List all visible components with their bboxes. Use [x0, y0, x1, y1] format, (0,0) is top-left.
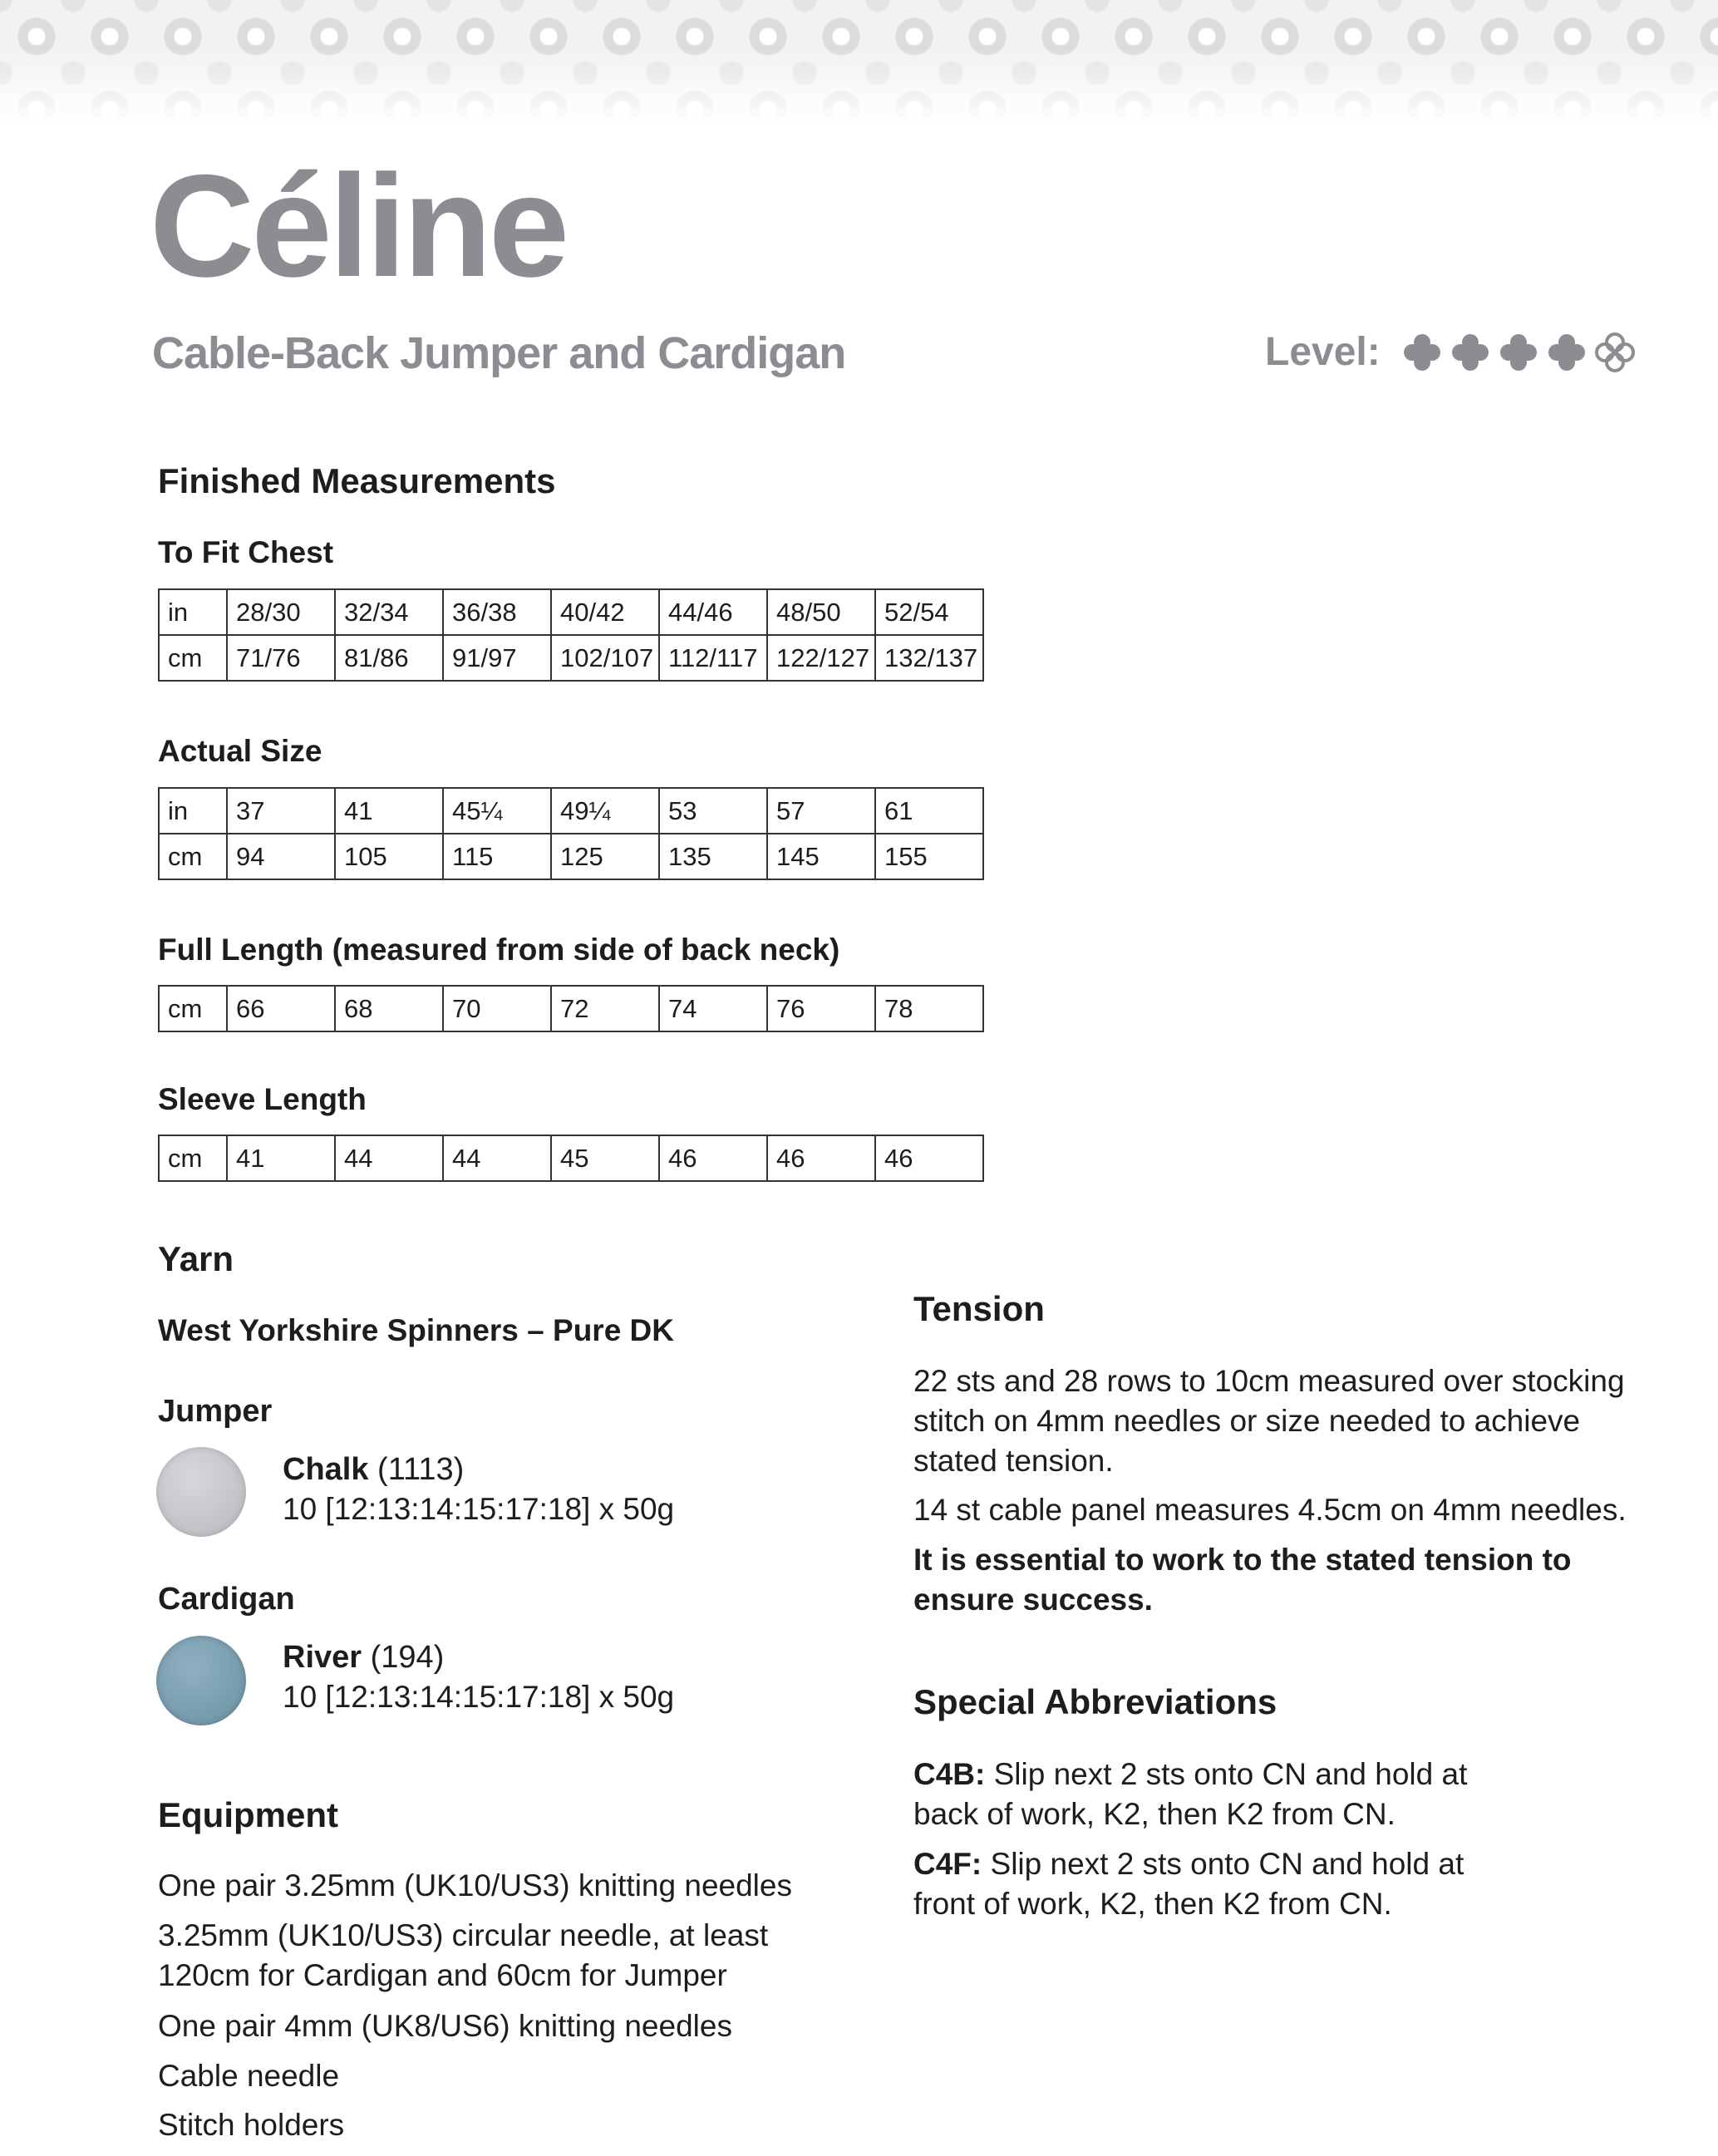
unit-cell: in — [159, 788, 227, 834]
abbreviation-term: C4F: — [913, 1847, 982, 1881]
special-abbreviations-heading: Special Abbreviations — [913, 1682, 1277, 1721]
tension-essential-line: It is essential to work to the stated tension to — [913, 1543, 1572, 1577]
level-filled-icon — [1499, 332, 1538, 372]
abbreviation-term: C4B: — [913, 1757, 986, 1791]
jumper-colour — [283, 1452, 464, 1488]
table-row — [159, 589, 983, 635]
size-cell: 91/97 — [443, 635, 551, 681]
size-cell: 44 — [443, 1135, 551, 1181]
tension-text-line: stated tension. — [913, 1444, 1114, 1478]
page-subtitle: Cable-Back Jumper and Cardigan — [152, 328, 846, 378]
table-row — [159, 788, 983, 834]
size-cell: 36/38 — [443, 589, 551, 635]
size-cell: 32/34 — [335, 589, 443, 635]
tension-essential-line: ensure success. — [913, 1583, 1153, 1617]
size-cell: 94 — [227, 834, 335, 879]
size-cell: 76 — [767, 986, 875, 1031]
size-cell: 49¼ — [551, 788, 659, 834]
level-filled-icon — [1450, 332, 1490, 372]
size-cell: 68 — [335, 986, 443, 1031]
to-fit-chest-heading: To Fit Chest — [158, 535, 334, 569]
size-cell: 135 — [659, 834, 767, 879]
equipment-heading: Equipment — [158, 1795, 338, 1834]
level-rating — [1402, 332, 1635, 372]
size-cell: 40/42 — [551, 589, 659, 635]
size-cell: 81/86 — [335, 635, 443, 681]
finished-measurements-heading: Finished Measurements — [158, 461, 556, 500]
page-title: Céline — [150, 145, 567, 308]
equipment-item: 3.25mm (UK10/US3) circular needle, at least — [158, 1918, 769, 1952]
abbreviation-c4f — [913, 1844, 1464, 1884]
size-cell: 115 — [443, 834, 551, 879]
table-row — [159, 635, 983, 681]
size-cell: 46 — [659, 1135, 767, 1181]
size-cell: 41 — [335, 788, 443, 834]
size-cell: 52/54 — [875, 589, 983, 635]
size-cell: 57 — [767, 788, 875, 834]
size-cell: 45¼ — [443, 788, 551, 834]
cardigan-colour-code: (194) — [370, 1640, 445, 1675]
unit-cell: in — [159, 589, 227, 635]
cardigan-quantity: 10 [12:13:14:15:17:18] x 50g — [283, 1680, 675, 1714]
equipment-item: Stitch holders — [158, 2108, 345, 2142]
size-cell: 122/127 — [767, 635, 875, 681]
tension-text-line: 22 sts and 28 rows to 10cm measured over stocking — [913, 1364, 1625, 1398]
size-cell: 125 — [551, 834, 659, 879]
size-cell: 74 — [659, 986, 767, 1031]
unit-cell: cm — [159, 635, 227, 681]
size-cell: 105 — [335, 834, 443, 879]
size-cell: 48/50 — [767, 589, 875, 635]
cable-panel-note: 14 st cable panel measures 4.5cm on 4mm needles. — [913, 1493, 1627, 1527]
size-cell: 145 — [767, 834, 875, 879]
size-cell: 44 — [335, 1135, 443, 1181]
equipment-item: 120cm for Cardigan and 60cm for Jumper — [158, 1958, 727, 1992]
level-label: Level: — [1265, 330, 1381, 374]
size-cell: 71/76 — [227, 635, 335, 681]
size-cell: 61 — [875, 788, 983, 834]
size-cell: 41 — [227, 1135, 335, 1181]
sleeve-length-heading: Sleeve Length — [158, 1082, 367, 1116]
jumper-colour-name: Chalk — [283, 1452, 369, 1487]
level-empty-icon — [1595, 332, 1635, 372]
yarn-heading: Yarn — [158, 1239, 234, 1278]
level-filled-icon — [1547, 332, 1587, 372]
table-row — [159, 834, 983, 879]
size-cell: 53 — [659, 788, 767, 834]
size-cell: 44/46 — [659, 589, 767, 635]
jumper-label: Jumper — [158, 1394, 273, 1429]
size-cell: 37 — [227, 788, 335, 834]
size-cell: 70 — [443, 986, 551, 1031]
full-length-table — [158, 985, 984, 1032]
difficulty-level — [1265, 329, 1635, 375]
to-fit-chest-table — [158, 588, 984, 682]
size-cell: 46 — [767, 1135, 875, 1181]
size-cell: 28/30 — [227, 589, 335, 635]
size-cell: 46 — [875, 1135, 983, 1181]
equipment-item: Cable needle — [158, 2059, 340, 2093]
sleeve-length-table — [158, 1135, 984, 1182]
abbreviation-definition: Slip next 2 sts onto CN and hold at — [985, 1757, 1468, 1791]
cardigan-label: Cardigan — [158, 1582, 295, 1617]
decorative-pattern-banner — [0, 0, 1718, 125]
table-row — [159, 1135, 983, 1181]
tension-text-line: stitch on 4mm needles or size needed to achieve — [913, 1404, 1581, 1438]
unit-cell: cm — [159, 834, 227, 879]
jumper-colour-code: (1113) — [377, 1452, 465, 1487]
cardigan-colour — [283, 1640, 444, 1676]
actual-size-table — [158, 787, 984, 880]
river-yarn-swatch — [156, 1636, 246, 1725]
table-row — [159, 986, 983, 1031]
full-length-heading: Full Length (measured from side of back neck) — [158, 933, 840, 967]
size-cell: 45 — [551, 1135, 659, 1181]
size-cell: 102/107 — [551, 635, 659, 681]
level-filled-icon — [1402, 332, 1442, 372]
size-cell: 72 — [551, 986, 659, 1031]
tension-heading: Tension — [913, 1289, 1045, 1328]
yarn-brand: West Yorkshire Spinners – Pure DK — [158, 1313, 674, 1347]
size-cell: 78 — [875, 986, 983, 1031]
abbreviation-definition: Slip next 2 sts onto CN and hold at — [982, 1847, 1464, 1881]
cardigan-colour-name: River — [283, 1640, 362, 1675]
actual-size-heading: Actual Size — [158, 734, 322, 768]
size-cell: 155 — [875, 834, 983, 879]
size-cell: 112/117 — [659, 635, 767, 681]
unit-cell: cm — [159, 1135, 227, 1181]
abbreviation-c4f-continued: front of work, K2, then K2 from CN. — [913, 1887, 1392, 1921]
equipment-item: One pair 4mm (UK8/US6) knitting needles — [158, 2009, 732, 2043]
abbreviation-c4b-continued: back of work, K2, then K2 from CN. — [913, 1797, 1396, 1831]
size-cell: 66 — [227, 986, 335, 1031]
unit-cell: cm — [159, 986, 227, 1031]
jumper-quantity: 10 [12:13:14:15:17:18] x 50g — [283, 1492, 675, 1526]
abbreviation-c4b — [913, 1755, 1467, 1794]
size-cell: 132/137 — [875, 635, 983, 681]
chalk-yarn-swatch — [156, 1447, 246, 1537]
equipment-item: One pair 3.25mm (UK10/US3) knitting needles — [158, 1868, 792, 1902]
